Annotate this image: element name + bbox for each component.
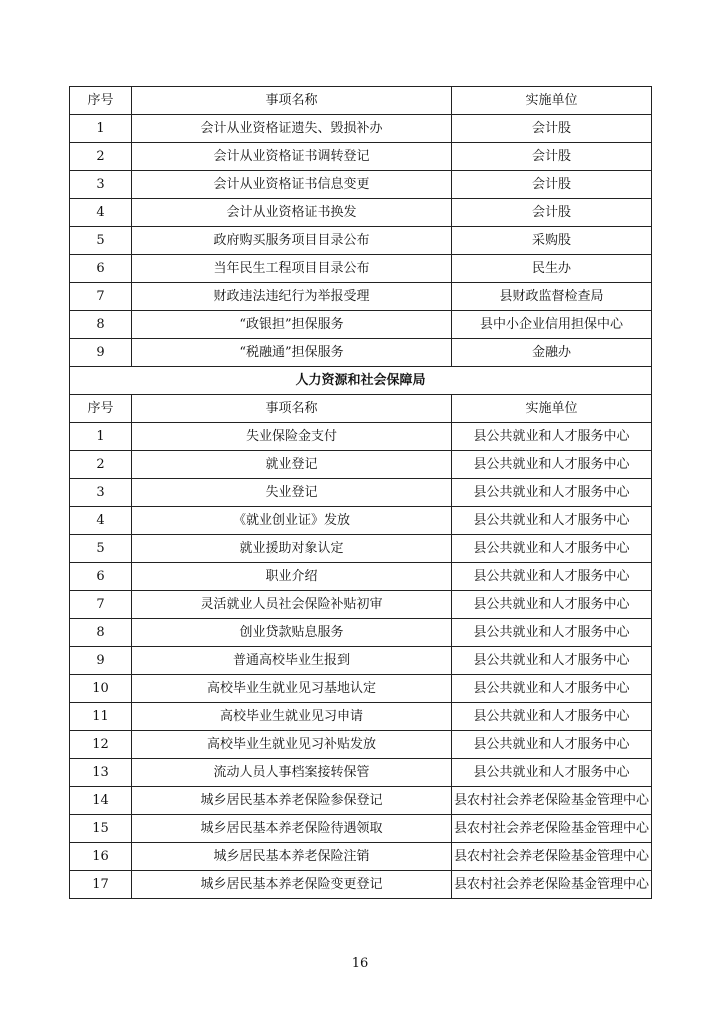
row-seq: 8 xyxy=(70,619,132,647)
row-unit: 民生办 xyxy=(452,255,652,283)
table-row xyxy=(70,871,652,899)
row-unit: 县农村社会养老保险基金管理中心 xyxy=(452,843,652,871)
table-row xyxy=(70,339,652,367)
header-seq: 序号 xyxy=(70,87,132,115)
table-row xyxy=(70,283,652,311)
row-item: 失业登记 xyxy=(132,479,452,507)
row-unit: 县公共就业和人才服务中心 xyxy=(452,591,652,619)
row-seq: 2 xyxy=(70,451,132,479)
row-item: 高校毕业生就业见习补贴发放 xyxy=(132,731,452,759)
table-row xyxy=(70,143,652,171)
row-unit: 县公共就业和人才服务中心 xyxy=(452,731,652,759)
header-row xyxy=(70,395,652,423)
header-row xyxy=(70,87,652,115)
row-seq: 5 xyxy=(70,535,132,563)
row-seq: 1 xyxy=(70,115,132,143)
table-row xyxy=(70,591,652,619)
table-row xyxy=(70,255,652,283)
table-row xyxy=(70,563,652,591)
row-item: 会计从业资格证书换发 xyxy=(132,199,452,227)
row-item: 城乡居民基本养老保险参保登记 xyxy=(132,787,452,815)
row-item: 高校毕业生就业见习申请 xyxy=(132,703,452,731)
table-row xyxy=(70,507,652,535)
row-item: 灵活就业人员社会保险补贴初审 xyxy=(132,591,452,619)
row-item: 流动人员人事档案接转保管 xyxy=(132,759,452,787)
row-item: 当年民生工程项目目录公布 xyxy=(132,255,452,283)
row-item: 就业登记 xyxy=(132,451,452,479)
section-title: 人力资源和社会保障局 xyxy=(70,367,652,395)
row-unit: 会计股 xyxy=(452,143,652,171)
row-unit: 县财政监督检查局 xyxy=(452,283,652,311)
row-seq: 9 xyxy=(70,647,132,675)
row-unit: 县公共就业和人才服务中心 xyxy=(452,619,652,647)
row-unit: 会计股 xyxy=(452,199,652,227)
table-row xyxy=(70,311,652,339)
row-unit: 县农村社会养老保险基金管理中心 xyxy=(452,871,652,899)
row-unit: 县公共就业和人才服务中心 xyxy=(452,423,652,451)
row-unit: 县公共就业和人才服务中心 xyxy=(452,563,652,591)
row-item: “税融通”担保服务 xyxy=(132,339,452,367)
services-table xyxy=(69,86,652,899)
row-unit: 县公共就业和人才服务中心 xyxy=(452,451,652,479)
row-seq: 12 xyxy=(70,731,132,759)
table-row xyxy=(70,647,652,675)
row-item: 会计从业资格证遗失、毁损补办 xyxy=(132,115,452,143)
row-unit: 县公共就业和人才服务中心 xyxy=(452,647,652,675)
row-unit: 县农村社会养老保险基金管理中心 xyxy=(452,815,652,843)
row-unit: 县公共就业和人才服务中心 xyxy=(452,479,652,507)
row-unit: 县公共就业和人才服务中心 xyxy=(452,675,652,703)
table-row xyxy=(70,619,652,647)
row-seq: 2 xyxy=(70,143,132,171)
row-item: “政银担”担保服务 xyxy=(132,311,452,339)
row-seq: 3 xyxy=(70,479,132,507)
section-title-row xyxy=(70,367,652,395)
row-seq: 9 xyxy=(70,339,132,367)
row-item: 普通高校毕业生报到 xyxy=(132,647,452,675)
row-item: 城乡居民基本养老保险待遇领取 xyxy=(132,815,452,843)
services-table-body xyxy=(70,87,652,899)
table-row xyxy=(70,479,652,507)
row-seq: 15 xyxy=(70,815,132,843)
row-seq: 16 xyxy=(70,843,132,871)
row-item: 财政违法违纪行为举报受理 xyxy=(132,283,452,311)
row-unit: 会计股 xyxy=(452,115,652,143)
row-unit: 县公共就业和人才服务中心 xyxy=(452,507,652,535)
row-unit: 县公共就业和人才服务中心 xyxy=(452,535,652,563)
row-seq: 13 xyxy=(70,759,132,787)
table-row xyxy=(70,843,652,871)
header-item: 事项名称 xyxy=(132,395,452,423)
row-item: 城乡居民基本养老保险注销 xyxy=(132,843,452,871)
row-unit: 县农村社会养老保险基金管理中心 xyxy=(452,787,652,815)
row-seq: 7 xyxy=(70,591,132,619)
row-item: 政府购买服务项目目录公布 xyxy=(132,227,452,255)
row-unit: 会计股 xyxy=(452,171,652,199)
header-unit: 实施单位 xyxy=(452,395,652,423)
row-seq: 8 xyxy=(70,311,132,339)
row-unit: 金融办 xyxy=(452,339,652,367)
row-seq: 14 xyxy=(70,787,132,815)
row-unit: 采购股 xyxy=(452,227,652,255)
row-item: 会计从业资格证书信息变更 xyxy=(132,171,452,199)
table-row xyxy=(70,227,652,255)
table-row xyxy=(70,703,652,731)
table-row xyxy=(70,815,652,843)
row-seq: 11 xyxy=(70,703,132,731)
row-unit: 县公共就业和人才服务中心 xyxy=(452,759,652,787)
row-unit: 县公共就业和人才服务中心 xyxy=(452,703,652,731)
row-seq: 6 xyxy=(70,255,132,283)
row-seq: 10 xyxy=(70,675,132,703)
table-row xyxy=(70,787,652,815)
row-seq: 1 xyxy=(70,423,132,451)
table-row xyxy=(70,115,652,143)
table-row xyxy=(70,731,652,759)
row-item: 《就业创业证》发放 xyxy=(132,507,452,535)
table-row xyxy=(70,423,652,451)
row-unit: 县中小企业信用担保中心 xyxy=(452,311,652,339)
table-row xyxy=(70,451,652,479)
row-seq: 4 xyxy=(70,507,132,535)
row-item: 创业贷款贴息服务 xyxy=(132,619,452,647)
header-item: 事项名称 xyxy=(132,87,452,115)
table-row xyxy=(70,759,652,787)
row-item: 职业介绍 xyxy=(132,563,452,591)
table-row xyxy=(70,675,652,703)
row-seq: 5 xyxy=(70,227,132,255)
row-item: 失业保险金支付 xyxy=(132,423,452,451)
row-seq: 7 xyxy=(70,283,132,311)
table-row xyxy=(70,199,652,227)
row-item: 城乡居民基本养老保险变更登记 xyxy=(132,871,452,899)
row-seq: 6 xyxy=(70,563,132,591)
row-item: 就业援助对象认定 xyxy=(132,535,452,563)
row-seq: 3 xyxy=(70,171,132,199)
header-unit: 实施单位 xyxy=(452,87,652,115)
table-row xyxy=(70,171,652,199)
row-seq: 17 xyxy=(70,871,132,899)
row-item: 高校毕业生就业见习基地认定 xyxy=(132,675,452,703)
page-number: 16 xyxy=(351,956,369,971)
row-item: 会计从业资格证书调转登记 xyxy=(132,143,452,171)
row-seq: 4 xyxy=(70,199,132,227)
header-seq: 序号 xyxy=(70,395,132,423)
table-row xyxy=(70,535,652,563)
